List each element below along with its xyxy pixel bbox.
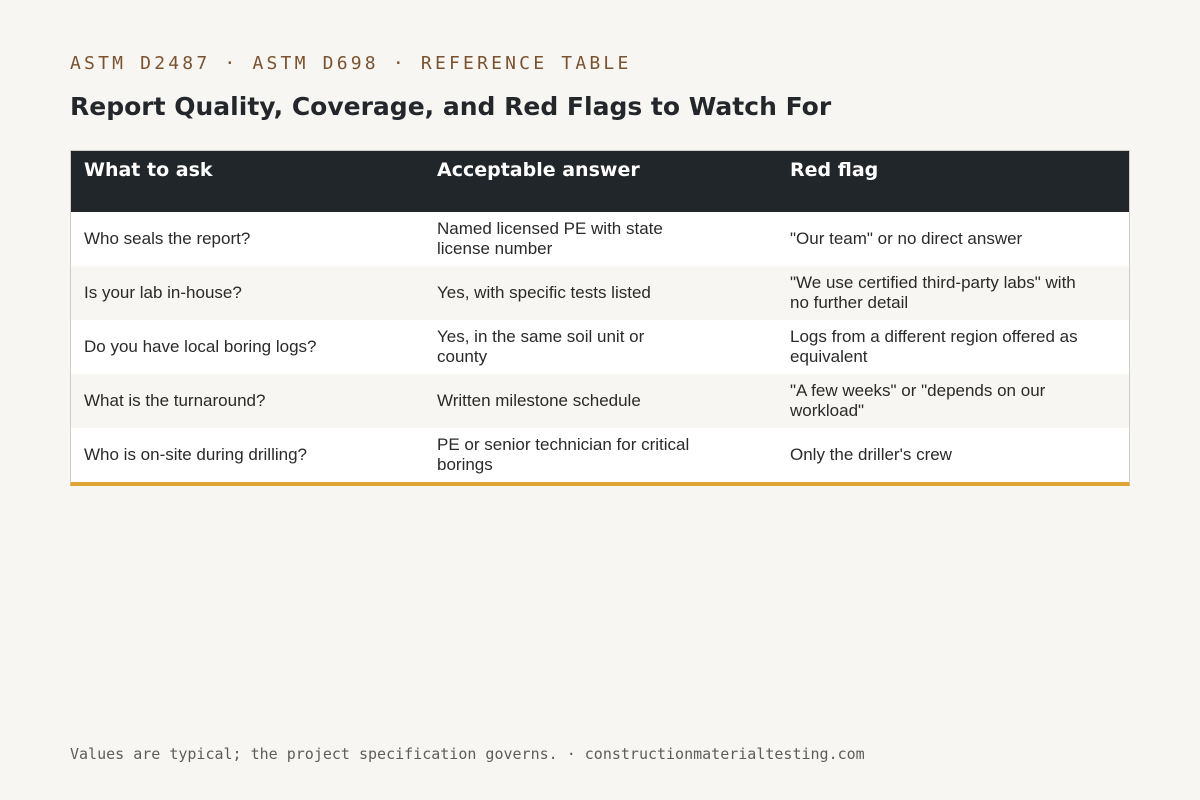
table-row [71, 320, 1129, 374]
header-red-flag: Red flag [777, 151, 1129, 212]
table-row [71, 266, 1129, 320]
red-flag-cell: "A few weeks" or "depends on our workload" [777, 374, 1129, 428]
question-cell: Who is on-site during drilling? [71, 428, 424, 482]
header-row [71, 151, 1129, 212]
red-flag-cell: Only the driller's crew [777, 428, 1129, 482]
acceptable-answer-cell: Written milestone schedule [424, 374, 777, 428]
acceptable-answer-cell: Yes, with specific tests listed [424, 266, 777, 320]
header-acceptable-answer: Acceptable answer [424, 151, 777, 212]
eyebrow-label: ASTM D2487 · ASTM D698 · REFERENCE TABLE [70, 53, 632, 74]
red-flag-cell: "Our team" or no direct answer [777, 212, 1129, 266]
question-cell: Is your lab in-house? [71, 266, 424, 320]
table-row [71, 212, 1129, 266]
acceptable-answer-cell: PE or senior technician for critical borings [424, 428, 777, 482]
footer-note: Values are typical; the project specification governs. · constructionmaterialtesting.com [70, 745, 865, 763]
table-row [71, 374, 1129, 428]
reference-table-container [70, 150, 1130, 486]
acceptable-answer-cell: Named licensed PE with state license number [424, 212, 777, 266]
question-cell: Who seals the report? [71, 212, 424, 266]
table-header [71, 151, 1129, 212]
table-row [71, 428, 1129, 482]
question-cell: Do you have local boring logs? [71, 320, 424, 374]
acceptable-answer-cell: Yes, in the same soil unit or county [424, 320, 777, 374]
red-flag-cell: "We use certified third-party labs" with no further detail [777, 266, 1129, 320]
question-cell: What is the turnaround? [71, 374, 424, 428]
page-title: Report Quality, Coverage, and Red Flags to Watch For [70, 92, 832, 121]
reference-table [71, 151, 1129, 482]
red-flag-cell: Logs from a different region offered as equivalent [777, 320, 1129, 374]
table-body [71, 212, 1129, 482]
header-what-to-ask: What to ask [71, 151, 424, 212]
